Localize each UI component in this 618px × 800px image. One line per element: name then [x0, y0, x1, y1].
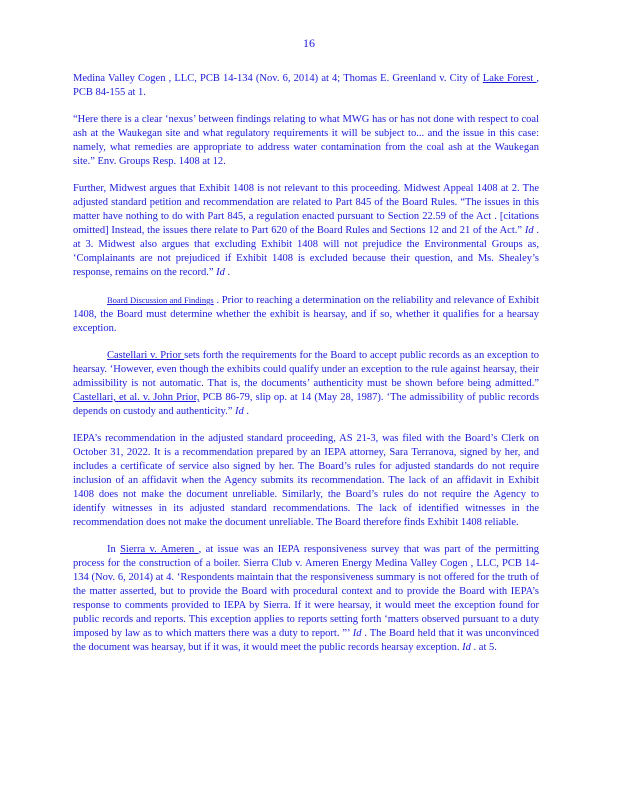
case-name-castellari: Castellari v. Prior — [107, 350, 185, 361]
argument-text-continued: . at 3. Midwest also argues that excluding Exhibit 1408 will not prejudice the Environmental Groups as, ‘Complainants are not prejudiced if Exhibit 1408 is excluded because their question, and Ms. Shealey’s response, remains on the record.” — [73, 225, 540, 278]
paragraph-citation — [73, 72, 539, 100]
paragraph-midwest-argument — [73, 182, 539, 280]
paragraph-iepa-recommendation — [73, 432, 539, 530]
paragraph-castellari — [73, 349, 539, 419]
citation-text-end: , PCB 84-155 at 1. — [73, 73, 539, 98]
case-name-sierra: Sierra v. Ameren — [120, 544, 199, 555]
id-citation: Id — [352, 628, 362, 639]
id-citation: Id — [235, 406, 244, 417]
case-name-castellari-full: Castellari, et al. v. John Prior, — [73, 392, 200, 403]
argument-text: Further, Midwest argues that Exhibit 1408 is not relevant to this proceeding. Midwest Appeal 1408 at 2. The adjusted standard petition and recommendation are related to Part 845 of the Board Rules. “The issues in this matter have nothing to do with Part 845, a regulation enacted pursuant to Section 22.59 of the Act . [citations omitted] Instead, the issues there relate to Part 620 of the Board Rules and Sections 12 and 21 of the Act.” — [73, 183, 539, 236]
id-citation: Id — [216, 267, 225, 278]
sierra-text-intro: In — [107, 544, 121, 555]
page-number: 16 — [303, 36, 315, 50]
quote-text: “Here there is a clear ‘nexus’ between findings relating to what MWG has or has not done with respect to coal ash at the Waukegan site and what regulatory requirements it will be subject to... and the issue in this case: namely, what remedies are appropriate to address water contamination from the coal ash at the Waukegan site.” Env. Groups Resp. 1408 at 12. — [73, 114, 539, 167]
recommendation-text: IEPA’s recommendation in the adjusted standard proceeding, AS 21-3, was filed with the Board’s Clerk on October 31, 2022. It is a recommendation prepared by an IEPA attorney, Sara Terranova, signed by her, and includes a certificate of service also signed by her. The Board’s rules for adjusted standards do not require inclusion of an affidavit when the Agency submits its recommendation. The lack of an affidavit in Exhibit 1408 does not make the document unreliable. Similarly, the Board’s rules do not require the Agency to identify witnesses in its adjusted standard recommendations. The lack of identified witnesses in the recommendation does not make the document unreliable. The Board therefore finds Exhibit 1408 reliable. — [73, 433, 539, 528]
argument-text-end: . — [224, 267, 231, 278]
discussion-text: . Prior to reaching a determination on the reliability and relevance of Exhibit 1408, the Board must determine whether the exhibit is hearsay, and if so, whether it qualifies for a hearsay exception. — [73, 295, 539, 334]
paragraph-sierra — [73, 543, 539, 655]
castellari-text-continued: PCB 86-79, slip op. at 14 (May 28, 1987). ‘The admissibility of public records depends on custody and authenticity.” — [73, 392, 539, 417]
castellari-text-end: . — [243, 406, 250, 417]
castellari-text: sets forth the requirements for the Board to accept public records as an exception to hearsay. ‘However, even though the exhibits could qualify under an exception to the rule against hearsay, their admissibility is not automatic. That is, the documents’ authenticity must be shown before being admitted.” — [73, 350, 539, 389]
paragraph-quote — [73, 113, 539, 169]
id-citation: Id — [524, 225, 534, 236]
sierra-text-end: . at 5. — [470, 642, 497, 653]
paragraph-board-discussion — [73, 293, 539, 336]
document-body — [73, 72, 539, 668]
citation-text: Medina Valley Cogen , LLC, PCB 14-134 (Nov. 6, 2014) at 4; Thomas E. Greenland v. City of — [73, 73, 483, 84]
sierra-text-continued: . The Board held that it was unconvinced the document was hearsay, but if it was, it would meet the public records hearsay exception. — [73, 628, 539, 653]
section-heading: Board Discussion and Findings — [107, 295, 214, 305]
case-name-lake-forest: Lake Forest — [482, 73, 537, 84]
id-citation: Id — [462, 642, 471, 653]
sierra-text: , at issue was an IEPA responsiveness survey that was part of the permitting process for the construction of a boiler. Sierra Club v. Ameren Energy Medina Valley Cogen , LLC, PCB 14-134 (Nov. 6, 2014) at 4. ‘Respondents maintain that the responsiveness summary is not offered for the truth of the matter asserted, but to provide the Board with procedural context and to provide the Board with IEPA’s response to comments provided to IEPA by Sierra. If it were hearsay, it would meet the exception found for public records and reports. This exception applies to reports setting forth ‘matters observed pursuant to a duty imposed by law as to which matters there was a duty to report. ”’ — [73, 544, 539, 639]
